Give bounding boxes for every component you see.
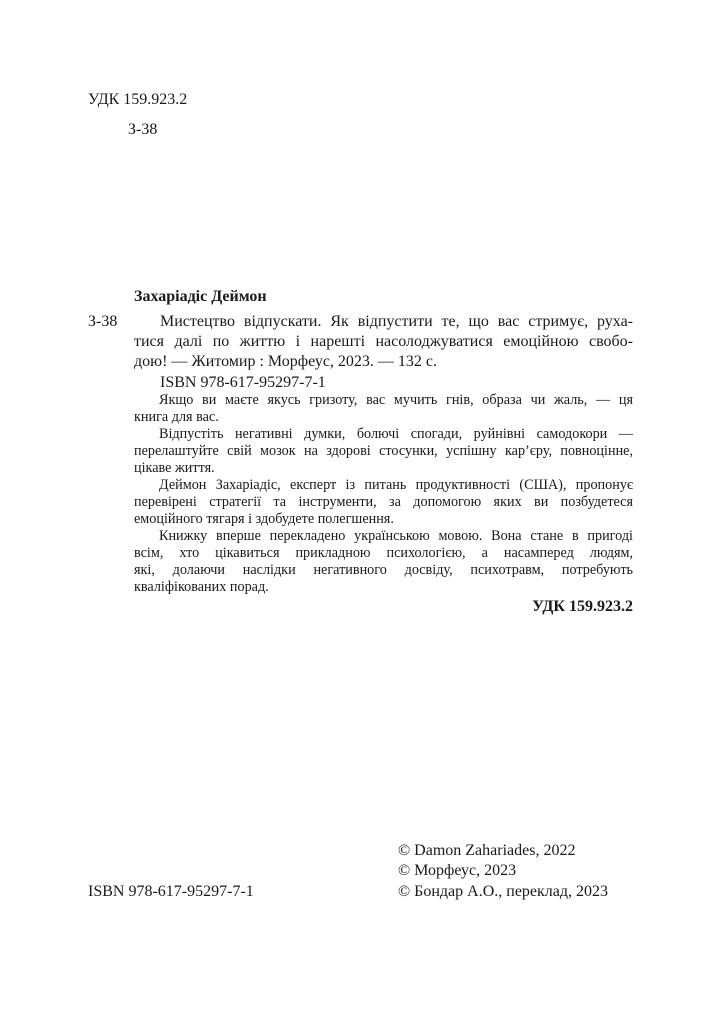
author-name: Захаріадіс Деймон [134,288,267,305]
annotation-line: перелаштуйте свій мозок на здорові стосунки, успішну кар’єру, повноцінне, [134,443,633,459]
annotation-line: перевірені стратегії та інструменти, за допомогою яких ви позбудетеся [134,494,633,510]
udk-card-bold: УДК 159.923.2 [532,598,633,615]
annotation-line: емоційного тягаря і здобудете полегшення. [134,511,394,527]
annotation-line: Якщо ви маєте якусь гризоту, вас мучить гнів, образа чи жаль, — ця [159,392,633,408]
annotation-paragraph [134,477,633,528]
annotation-line: Відпустіть негативні думки, болючі спогади, руйнівні самодокори — [159,426,633,442]
annotation-line: цікаве життя. [134,460,215,476]
book-title-block [134,312,633,372]
author-code-side: З-38 [88,313,118,330]
annotation [134,392,633,596]
annotation-line: Книжку вперше перекладено українською мовою. Вона стане в пригоді [159,528,633,544]
isbn-footer: ISBN 978-617-95297-7-1 [88,883,254,900]
title-line: Мистецтво відпускати. Як відпустити те, що вас стримує, руха- [160,313,633,330]
copyright-line: © Морфеус, 2023 [398,862,517,879]
udk-header: УДК 159.923.2 [88,91,188,108]
annotation-line: які, долаючи наслідки негативного досвіду, психотравм, потребують [134,562,633,578]
annotation-line: кваліфікованих порад. [134,579,269,595]
annotation-line: Деймон Захаріадіс, експерт із питань продуктивності (США), пропонує [159,477,633,493]
isbn-card: ISBN 978-617-95297-7-1 [160,374,326,391]
copyright-line: © Бондар А.О., переклад, 2023 [398,883,609,900]
author-code-header: З-38 [128,121,158,138]
annotation-paragraph [134,392,633,426]
annotation-paragraph [134,426,633,477]
title-line: дою! — Житомир : Морфеус, 2023. — 132 с. [134,353,438,370]
annotation-line: всім, хто цікавиться прикладною психологією, а насамперед людям, [134,545,633,561]
annotation-line: книга для вас. [134,409,219,425]
copyright-line: © Damon Zahariades, 2022 [398,842,576,859]
annotation-paragraph [134,528,633,596]
title-line: тися далі по життю і нарешті насолоджуватися емоційною свобо- [134,333,633,350]
